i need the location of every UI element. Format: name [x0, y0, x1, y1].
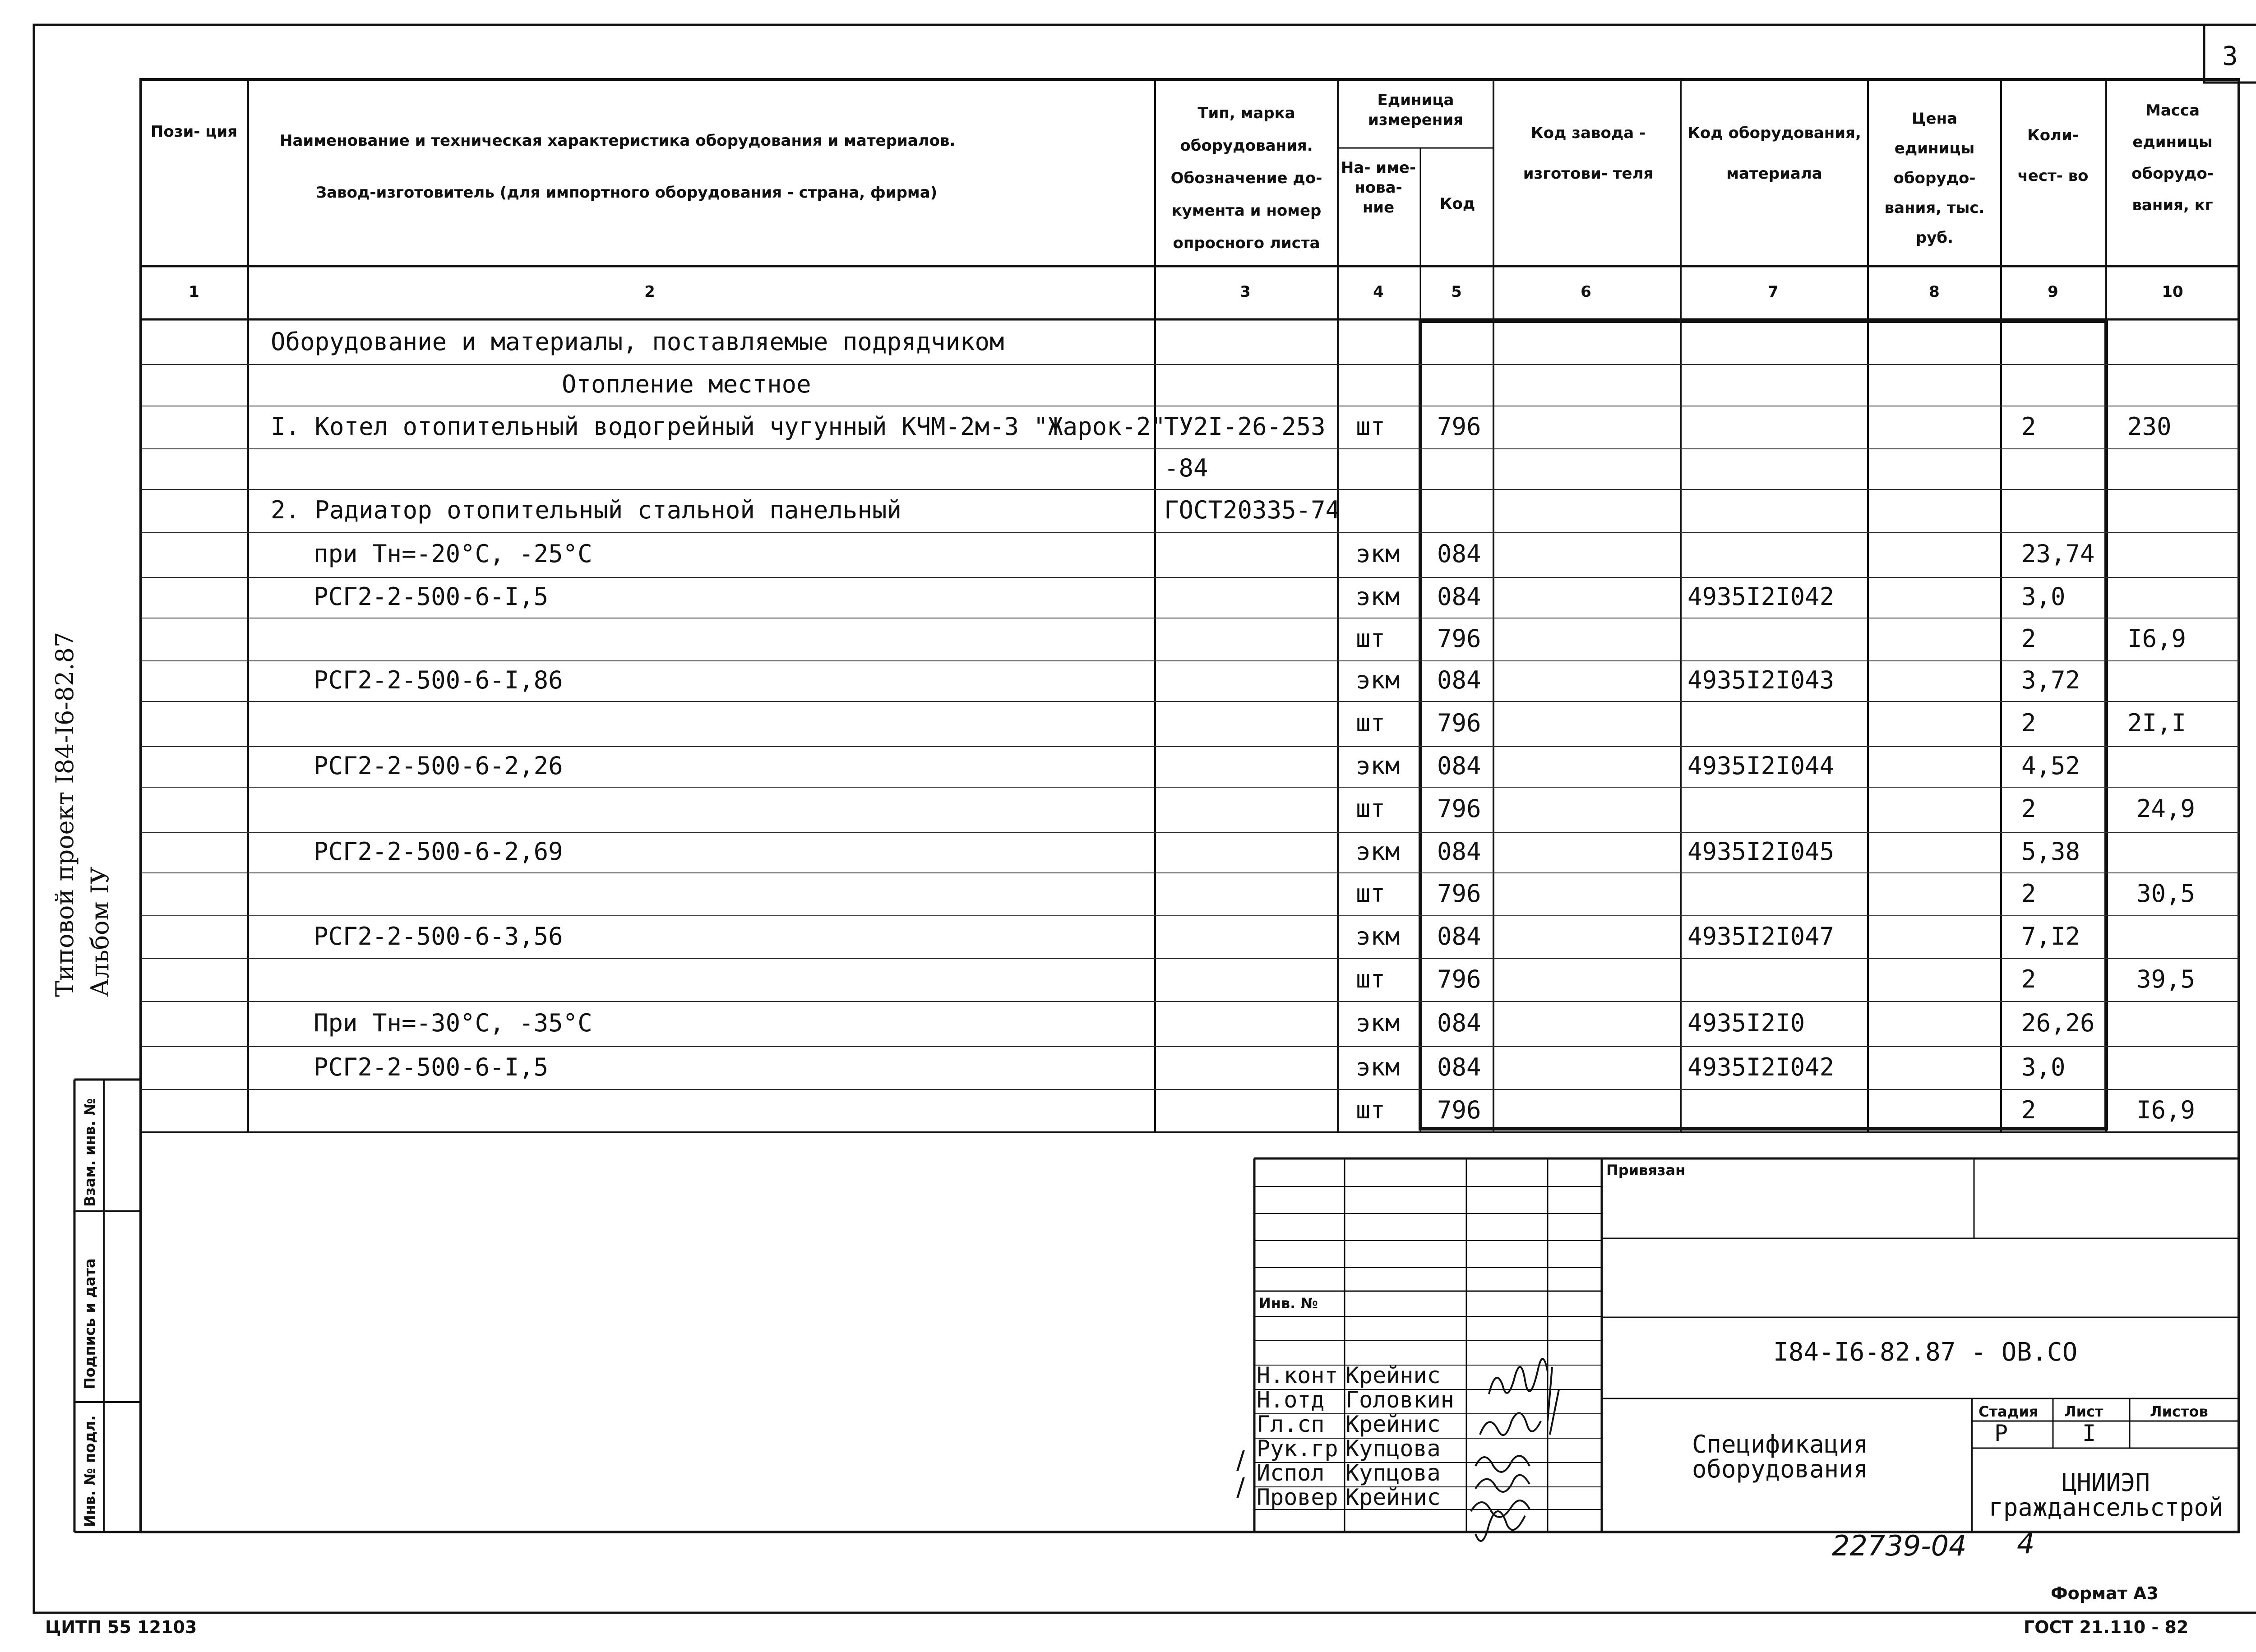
cell-unit-code: 084 [1437, 922, 1481, 951]
cell-name: РСГ2-2-500-6-I,5 [314, 1052, 549, 1081]
column-number: 1 [189, 283, 199, 301]
cell-unit-code: 084 [1437, 837, 1481, 866]
header-name-line1: Наименование и техническая характеристика оборудования и материалов. [280, 132, 956, 150]
cell-equipment-code: 4935I2I0 [1687, 1009, 1805, 1037]
staff-name: Крейнис [1345, 1362, 1441, 1389]
cell-quantity: 2 [2021, 624, 2036, 653]
cell-quantity: 23,74 [2021, 540, 2095, 568]
cell-quantity: 2 [2021, 412, 2036, 441]
cell-type: ТУ2I-26-253 [1164, 412, 1326, 441]
cell-equipment-code: 4935I2I042 [1687, 1052, 1835, 1081]
header-type: Тип, марка оборудования. Обозначение до- кумента и номер опросного листа [1170, 104, 1322, 252]
column-number: 2 [644, 283, 655, 301]
header-mass: Масса единицы оборудо- вания, кг [2131, 102, 2214, 214]
cell-unit: шт [1356, 879, 1386, 908]
staff-role: Провер [1257, 1484, 1338, 1510]
cell-name: РСГ2-2-500-6-I,5 [314, 582, 549, 611]
cell-quantity: 2 [2021, 1095, 2036, 1124]
mark-2: / [1236, 1473, 1245, 1502]
cell-unit: экм [1356, 666, 1400, 694]
cell-unit-code: 796 [1437, 964, 1481, 993]
side-title-line2: Альбом IУ [86, 866, 114, 997]
cell-unit: шт [1356, 709, 1386, 737]
page-number: 3 [2222, 41, 2238, 71]
cell-quantity: 2 [2021, 879, 2036, 908]
cell-type: -84 [1164, 454, 1208, 482]
doc-title-line1: Спецификация [1692, 1430, 1868, 1458]
cell-name: РСГ2-2-500-6-3,56 [314, 922, 563, 951]
cell-unit-code: 796 [1437, 624, 1481, 653]
cell-unit: экм [1356, 922, 1400, 951]
cell-type: ГОСТ20335-74 [1164, 495, 1341, 524]
listov-label: Листов [2150, 1403, 2208, 1420]
staff-role: Н.конт [1257, 1362, 1338, 1389]
handwritten-sheet: 4 [2017, 1527, 2035, 1560]
column-number: 7 [1768, 283, 1779, 301]
cell-quantity: 2 [2021, 794, 2036, 823]
handwritten-number: 22739-04 [1832, 1529, 1967, 1562]
cell-equipment-code: 4935I2I043 [1687, 666, 1835, 694]
cell-quantity: 2 [2021, 964, 2036, 993]
cell-unit: шт [1356, 412, 1386, 441]
staff-name: Крейнис [1345, 1411, 1441, 1437]
cell-quantity: 26,26 [2021, 1009, 2095, 1037]
inv-no-label: Инв. № [1259, 1295, 1318, 1312]
cell-quantity: 3,0 [2021, 1052, 2066, 1081]
cell-unit-code: 084 [1437, 666, 1481, 694]
column-number: 8 [1929, 283, 1940, 301]
cell-unit: экм [1356, 752, 1400, 780]
cell-unit-code: 084 [1437, 752, 1481, 780]
cell-unit: экм [1356, 540, 1400, 568]
cell-unit: шт [1356, 1095, 1386, 1124]
org-line2: граждансельстрой [1988, 1493, 2224, 1522]
staff-role: Гл.сп [1257, 1411, 1325, 1437]
cell-unit: шт [1356, 964, 1386, 993]
cell-unit: экм [1356, 582, 1400, 611]
cell-unit-code: 084 [1437, 582, 1481, 611]
cell-equipment-code: 4935I2I044 [1687, 752, 1835, 780]
stadiya-label: Стадия [1979, 1403, 2039, 1420]
cell-name: при Тн=-20°С, -25°С [314, 540, 592, 568]
cell-unit: экм [1356, 1009, 1400, 1037]
cell-equipment-code: 4935I2I047 [1687, 922, 1835, 951]
cell-name: Отопление местное [562, 370, 811, 398]
list-label: Лист [2064, 1403, 2103, 1420]
org-line1: ЦНИИЭП [2062, 1468, 2150, 1497]
cell-mass: 230 [2127, 412, 2172, 441]
side-title-line1: Типовой проект I84-I6-82.87 [51, 632, 79, 997]
cell-unit-code: 796 [1437, 1095, 1481, 1124]
cell-quantity: 2 [2021, 709, 2036, 737]
cell-unit-code: 796 [1437, 709, 1481, 737]
header-position: Пози- ция [150, 123, 238, 141]
header-quantity: Коли- чест- во [2017, 126, 2089, 185]
cell-name: I. Котел отопительный водогрейный чугунный КЧМ-2м-3 "Жарок-2" [271, 412, 1166, 441]
cell-quantity: 4,52 [2021, 752, 2080, 780]
stamp-vzam-inv: Взам. инв. № [81, 1098, 98, 1207]
cell-mass: I6,9 [2136, 1095, 2196, 1124]
footer-right: ГОСТ 21.110 - 82 [2024, 1617, 2189, 1637]
cell-unit-code: 084 [1437, 1009, 1481, 1037]
header-unit-code: Код [1439, 195, 1475, 213]
cell-name: 2. Радиатор отопительный стальной панельный [271, 495, 901, 524]
header-unit-name: На- име- нова- ние [1341, 159, 1416, 217]
cell-quantity: 5,38 [2021, 837, 2080, 866]
list-value: I [2082, 1420, 2096, 1446]
column-number: 9 [2048, 283, 2058, 301]
cell-equipment-code: 4935I2I045 [1687, 837, 1835, 866]
cell-unit-code: 796 [1437, 794, 1481, 823]
cell-mass: I6,9 [2127, 624, 2187, 653]
staff-name: Крейнис [1345, 1484, 1441, 1510]
cell-equipment-code: 4935I2I042 [1687, 582, 1835, 611]
cell-unit: шт [1356, 794, 1386, 823]
mark-1: / [1236, 1446, 1245, 1475]
cell-quantity: 3,72 [2021, 666, 2080, 694]
footer-left: ЦИТП 55 12103 [45, 1617, 197, 1637]
signatures [1471, 1359, 1559, 1541]
cell-unit-code: 796 [1437, 412, 1481, 441]
staff-role: Испол [1257, 1460, 1325, 1486]
cell-mass: 2I,I [2127, 709, 2187, 737]
staff-role: Рук.гр [1257, 1435, 1338, 1462]
cell-unit-code: 084 [1437, 540, 1481, 568]
cell-name: При Тн=-30°С, -35°С [314, 1009, 592, 1037]
header-equipment-code: Код оборудования, материала [1687, 124, 1861, 183]
column-number: 5 [1451, 283, 1462, 301]
cell-unit-code: 796 [1437, 879, 1481, 908]
column-number: 4 [1373, 283, 1384, 301]
staff-role: Н.отд [1257, 1387, 1325, 1413]
column-number: 10 [2162, 283, 2183, 301]
header-factory-code: Код завода - изготови- теля [1523, 124, 1654, 183]
cell-quantity: 7,I2 [2021, 922, 2080, 951]
column-number: 6 [1581, 283, 1591, 301]
stamp-podpis-data: Подпись и дата [81, 1258, 98, 1389]
cell-name: РСГ2-2-500-6-2,69 [314, 837, 563, 866]
document-designation: I84-I6-82.87 - ОВ.СО [1773, 1338, 2078, 1367]
doc-title-line2: оборудования [1692, 1455, 1868, 1483]
column-number: 3 [1240, 283, 1251, 301]
stadiya-value: Р [1994, 1420, 2008, 1446]
cell-mass: 39,5 [2136, 964, 2196, 993]
cell-name: РСГ2-2-500-6-I,86 [314, 666, 563, 694]
header-name-line2: Завод-изготовитель (для импортного оборудования - страна, фирма) [316, 184, 938, 202]
cell-name: Оборудование и материалы, поставляемые подрядчиком [271, 328, 1004, 356]
stamp-inv-no-podl: Инв. № подл. [81, 1415, 98, 1527]
header-unit: Единица измерения [1368, 91, 1463, 129]
cell-mass: 30,5 [2136, 879, 2196, 908]
cell-unit-code: 084 [1437, 1052, 1481, 1081]
staff-name: Купцова [1345, 1435, 1441, 1462]
cell-unit: экм [1356, 1052, 1400, 1081]
staff-name: Головкин [1345, 1387, 1454, 1413]
format-label: Формат А3 [2051, 1583, 2159, 1603]
header-price: Цена единицы оборудо- вания, тыс. руб. [1884, 110, 1985, 247]
privyazan-label: Привязан [1606, 1162, 1686, 1179]
cell-name: РСГ2-2-500-6-2,26 [314, 752, 563, 780]
cell-unit: экм [1356, 837, 1400, 866]
staff-name: Купцова [1345, 1460, 1441, 1486]
cell-unit: шт [1356, 624, 1386, 653]
cell-quantity: 3,0 [2021, 582, 2066, 611]
cell-mass: 24,9 [2136, 794, 2196, 823]
